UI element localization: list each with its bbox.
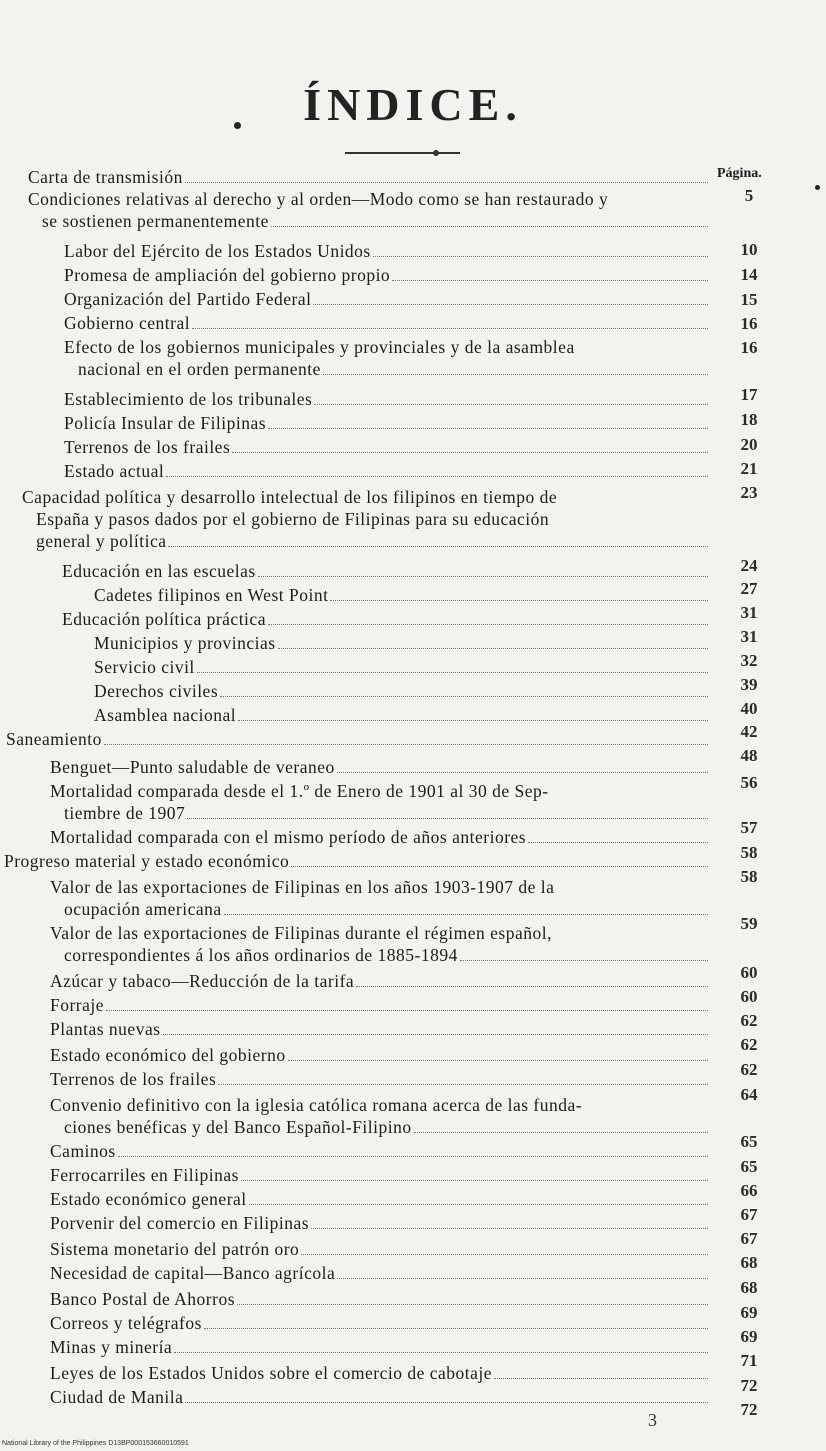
- toc-page-number: 57: [740, 818, 758, 837]
- dot-leader: [232, 452, 708, 453]
- dot-leader: [460, 960, 708, 961]
- toc-entry: [28, 166, 712, 188]
- toc-page-number: 31: [740, 627, 758, 646]
- toc-page-number: 72: [740, 1376, 758, 1395]
- toc-page-number: 31: [740, 603, 758, 622]
- dot-leader: [204, 1328, 708, 1329]
- toc-entry-text: Terrenos de los frailes: [64, 437, 231, 457]
- toc-entry: [64, 412, 712, 434]
- toc-entry: [64, 240, 712, 262]
- dot-leader: [218, 1084, 708, 1085]
- toc-page-number: 69: [740, 1303, 758, 1322]
- dot-leader: [118, 1156, 708, 1157]
- toc-entry: [50, 994, 712, 1016]
- toc-entry-text: Promesa de ampliación del gobierno propio: [64, 265, 391, 285]
- toc-entry-text: Correos y telégrafos: [50, 1313, 202, 1333]
- toc-entry: [94, 584, 712, 606]
- toc-entry: [4, 850, 712, 872]
- toc-entry: [94, 656, 712, 678]
- toc-page-number: 56: [740, 773, 758, 792]
- toc-entry-text: Plantas nuevas: [50, 1019, 161, 1039]
- toc-page-number: 16: [740, 314, 758, 333]
- toc-entry: [62, 608, 712, 630]
- dot-leader: [249, 1204, 708, 1205]
- toc-page-number: 10: [740, 240, 758, 259]
- toc-entry: [50, 1044, 712, 1066]
- toc-entry-text: Ciudad de Manila: [50, 1387, 184, 1407]
- page-title: ÍNDICE.: [303, 79, 523, 130]
- toc-page-number: 23: [740, 483, 758, 502]
- dot-leader: [258, 576, 708, 577]
- toc-entry-text: Convenio definitivo con la iglesia católica romana acerca de las funda-: [50, 1095, 583, 1115]
- toc-entry: [50, 922, 712, 966]
- toc-entry: [50, 1212, 712, 1234]
- dot-leader: [330, 600, 708, 601]
- toc-entry: [64, 336, 712, 380]
- dot-leader: [237, 1304, 708, 1305]
- toc-page-number: 71: [740, 1351, 758, 1370]
- toc-entry: [50, 1140, 712, 1162]
- toc-entry-text: Saneamiento: [6, 729, 102, 749]
- toc-entry-text: Educación en las escuelas: [62, 561, 256, 581]
- toc-entry: [94, 632, 712, 654]
- toc-entry-text: Forraje: [50, 995, 105, 1015]
- footer-page-number: 3: [648, 1410, 657, 1430]
- toc-page-number: 65: [740, 1132, 758, 1151]
- toc-entry-text: España y pasos dados por el gobierno de Filipinas para su educación: [36, 509, 550, 529]
- dot-leader: [163, 1034, 708, 1035]
- toc-entry-text: se sostienen permanentemente: [42, 211, 269, 231]
- toc-page-number: 62: [740, 1035, 758, 1054]
- toc-page-number: 15: [740, 290, 758, 309]
- toc-entry: [50, 1068, 712, 1090]
- toc-entry-text: Azúcar y tabaco—Reducción de la tarifa: [50, 971, 355, 991]
- toc-entry-text: Benguet—Punto saludable de veraneo: [50, 757, 335, 777]
- toc-entry-text: Gobierno central: [64, 313, 191, 333]
- toc-entry-text: ocupación americana: [64, 899, 222, 919]
- toc-entry-text: Servicio civil: [94, 657, 195, 677]
- dot-leader: [301, 1254, 708, 1255]
- toc-entry: [64, 264, 712, 286]
- toc-entry-text: nacional en el orden permanente: [78, 359, 321, 379]
- toc-entry-text: Leyes de los Estados Unidos sobre el comercio de cabotaje: [50, 1363, 493, 1383]
- toc-entry-text: Mortalidad comparada desde el 1.º de Enero de 1901 al 30 de Sep-: [50, 781, 549, 801]
- toc-entry-text: Establecimiento de los tribunales: [64, 389, 313, 409]
- toc-page-number: 42: [740, 722, 758, 741]
- toc-entry: [22, 486, 712, 552]
- dot-leader: [311, 1228, 708, 1229]
- toc-entry-text: ciones benéficas y del Banco Español-Filipino: [64, 1117, 412, 1137]
- dot-leader: [197, 672, 708, 673]
- toc-entry-text: Mortalidad comparada con el mismo período de años anteriores: [50, 827, 527, 847]
- dot-leader: [494, 1378, 708, 1379]
- dot-leader: [241, 1180, 708, 1181]
- dot-leader: [323, 374, 708, 375]
- toc-page-number: 16: [740, 338, 758, 357]
- toc-page-number: 60: [740, 963, 758, 982]
- toc-entry-text: Minas y minería: [50, 1337, 173, 1357]
- toc-entry: [50, 756, 712, 778]
- toc-entry: [50, 1164, 712, 1186]
- toc-page-number: 68: [740, 1278, 758, 1297]
- toc-page-number: 5: [744, 186, 754, 205]
- toc-page-number: 20: [740, 435, 758, 454]
- toc-entry-text: Sistema monetario del patrón oro: [50, 1239, 300, 1259]
- dot-leader: [528, 842, 708, 843]
- toc-page-number: 17: [740, 385, 758, 404]
- dot-leader: [414, 1132, 708, 1133]
- toc-entry: [62, 560, 712, 582]
- dot-leader: [392, 280, 708, 281]
- toc-entry-text: Porvenir del comercio en Filipinas: [50, 1213, 310, 1233]
- toc-page-number: 27: [740, 579, 758, 598]
- toc-entry-text: Labor del Ejército de los Estados Unidos: [64, 241, 371, 261]
- toc-entry-text: Policía Insular de Filipinas: [64, 413, 267, 433]
- toc-page-number: 40: [740, 699, 758, 718]
- toc-entry: [50, 876, 712, 920]
- toc-entry: [64, 460, 712, 482]
- toc-entry: [50, 1188, 712, 1210]
- toc-entry-text: Necesidad de capital—Banco agrícola: [50, 1263, 336, 1283]
- toc-entry: [50, 1336, 712, 1358]
- toc-page-number: 65: [740, 1157, 758, 1176]
- toc-entry: [50, 1386, 712, 1408]
- dot-leader: [356, 986, 708, 987]
- toc-entry: [50, 1312, 712, 1334]
- toc-page-number: 66: [740, 1181, 758, 1200]
- toc-entry-text: Terrenos de los frailes: [50, 1069, 217, 1089]
- dot-leader: [268, 624, 708, 625]
- dot-leader: [224, 914, 708, 915]
- dot-leader: [166, 476, 708, 477]
- dot-leader: [288, 1060, 708, 1061]
- toc-page-number: 72: [740, 1400, 758, 1419]
- dot-leader: [271, 226, 708, 227]
- toc-entry: [50, 1238, 712, 1260]
- toc-entry: [94, 680, 712, 702]
- toc-page-number: 32: [740, 651, 758, 670]
- dot-leader: [238, 720, 708, 721]
- toc-entry: [50, 1018, 712, 1040]
- toc-entry-text: Condiciones relativas al derecho y al orden—Modo como se han restaurado y: [28, 189, 609, 209]
- toc-page-number: 24: [740, 556, 758, 575]
- toc-entry-text: Derechos civiles: [94, 681, 219, 701]
- toc-entry: [50, 970, 712, 992]
- toc-entry-text: Cadetes filipinos en West Point: [94, 585, 329, 605]
- toc-entry-text: correspondientes á los años ordinarios de 1885-1894: [64, 945, 458, 965]
- toc-entry-text: Valor de las exportaciones de Filipinas en los años 1903-1907 de la: [50, 877, 555, 897]
- toc-entry: [94, 704, 712, 726]
- toc-entry-text: Municipios y provincias: [94, 633, 276, 653]
- toc-entry-text: Capacidad política y desarrollo intelectual de los filipinos en tiempo de: [22, 487, 558, 507]
- toc-entry: [50, 1362, 712, 1384]
- toc-entry: [64, 388, 712, 410]
- dot-leader: [337, 772, 708, 773]
- toc-page-number: 39: [740, 675, 758, 694]
- toc-entry: [50, 1094, 712, 1138]
- dot-leader: [192, 328, 708, 329]
- dot-leader: [314, 404, 708, 405]
- toc-entry: [50, 780, 712, 824]
- dot-leader: [185, 1402, 708, 1403]
- toc-entry-text: tiembre de 1907: [64, 803, 186, 823]
- toc-entry-text: Estado económico general: [50, 1189, 247, 1209]
- dot-leader: [268, 428, 708, 429]
- toc-entry-text: Efecto de los gobiernos municipales y provinciales y de la asamblea: [64, 337, 575, 357]
- toc-entry-text: Carta de transmisión: [28, 167, 183, 187]
- scan-credit-line: National Library of the Philippines D13BP000153660010591: [2, 1440, 189, 1447]
- dot-leader: [278, 648, 708, 649]
- dot-leader: [220, 696, 708, 697]
- toc-entry-text: Caminos: [50, 1141, 116, 1161]
- dot-leader: [168, 546, 708, 547]
- toc-entry-text: Educación política práctica: [62, 609, 266, 629]
- toc-page-number: 67: [740, 1205, 758, 1224]
- dot-leader: [104, 744, 708, 745]
- toc-entry-text: Progreso material y estado económico: [4, 851, 290, 871]
- dot-leader: [337, 1278, 708, 1279]
- dot-leader: [106, 1010, 708, 1011]
- toc-page-number: 62: [740, 1011, 758, 1030]
- dot-leader: [187, 818, 708, 819]
- toc-page-number: 60: [740, 987, 758, 1006]
- dot-leader: [174, 1352, 708, 1353]
- toc-entry-text: Estado económico del gobierno: [50, 1045, 286, 1065]
- toc-entry: [6, 728, 712, 750]
- toc-entry: [50, 826, 712, 848]
- toc-entry-text: general y política: [36, 531, 167, 551]
- toc-page-number: 67: [740, 1229, 758, 1248]
- dot-leader: [185, 182, 708, 183]
- toc-entry-text: Organización del Partido Federal: [64, 289, 312, 309]
- toc-page-number: 21: [740, 459, 758, 478]
- toc-entry-text: Estado actual: [64, 461, 165, 481]
- toc-page-number: 69: [740, 1327, 758, 1346]
- dot-leader: [313, 304, 708, 305]
- toc-entry: [64, 436, 712, 458]
- toc-page-number: 58: [740, 843, 758, 862]
- toc-entry: [50, 1262, 712, 1284]
- dot-leader: [291, 866, 708, 867]
- toc-entry-text: Asamblea nacional: [94, 705, 237, 725]
- toc-entry: [28, 188, 712, 232]
- dot-leader: [373, 256, 708, 257]
- toc-page-number: 48: [740, 746, 758, 765]
- toc-entry: [64, 312, 712, 334]
- toc-page-number: 59: [740, 914, 758, 933]
- toc-entry: [64, 288, 712, 310]
- toc-page-number: 64: [740, 1085, 758, 1104]
- toc-entry-text: Ferrocarriles en Filipinas: [50, 1165, 239, 1185]
- toc-entry-text: Banco Postal de Ahorros: [50, 1289, 236, 1309]
- page-column-label: Página.: [717, 166, 762, 181]
- toc-page-number: 18: [740, 410, 758, 429]
- toc-entry-text: Valor de las exportaciones de Filipinas durante el régimen español,: [50, 923, 552, 943]
- toc-page-number: 62: [740, 1060, 758, 1079]
- toc-entry: [50, 1288, 712, 1310]
- toc-page-number: 68: [740, 1253, 758, 1272]
- toc-page-number: 58: [740, 867, 758, 886]
- toc-page-number: 14: [740, 265, 758, 284]
